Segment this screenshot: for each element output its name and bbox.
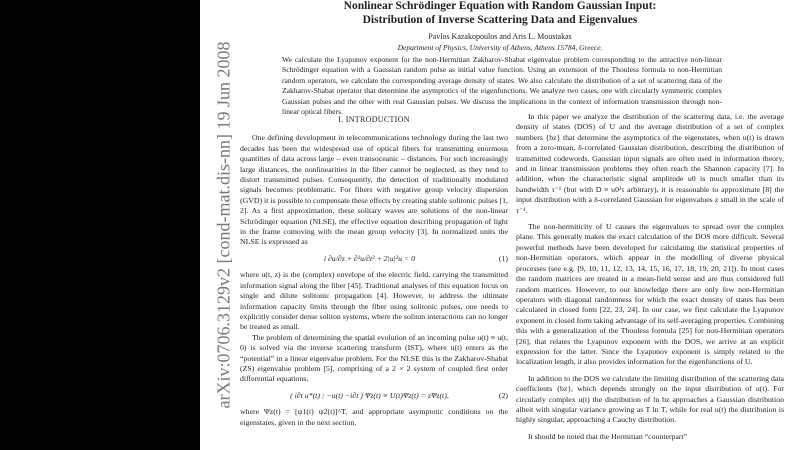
section-heading: I. INTRODUCTION <box>338 115 410 124</box>
equation-2 <box>240 391 508 401</box>
arxiv-stamp: arXiv:0706.3129v2 [cond-mat.dis-nn] 19 Jun 2008 <box>213 41 234 409</box>
left-column <box>240 115 508 428</box>
affiliation: Department of Physics, University of Athens, Athens 15784, Greece. <box>397 43 603 52</box>
equation-1-number: (1) <box>498 253 508 263</box>
equation-1-formula: i ∂u/∂z + ∂²u/∂t² + 2|u|²u = 0 <box>323 253 416 263</box>
paper-page <box>200 0 800 450</box>
authors: Pavlos Kazakopoulos and Aris L. Moustakas <box>428 32 572 41</box>
equation-1 <box>240 254 508 264</box>
intro-paragraph-1: One defining development in telecommunications technology during the last two decades has been the widespread use of optical fibers for transmitting enormous quantities of data across large – even transoceanic – distances. For such increasingly large distances, the nonlinearities in the fiber cannot be neglected, as they tend to distort transmitted pulses. Consequently, the detection of traditionally modulated signals becomes problematic. For fibers with negative group velocity dispersion (GVD) it is possible to compensate these effects by creating stable solitonic pulses [1, 2]. As a first approximation, these solitary waves are solutions of the non-linear Schrödinger equation (NLSE), the effective equation describing propagation of light in the frame comoving with the mean group velocity [3]. In normalized units the NLSE is expressed as <box>240 133 508 247</box>
intro-paragraph-2: where u(t, z) is the (complex) envelope of the electric field, carrying the transmitted information signal along the fiber [45]. Traditional analyses of this equation focus on single and dilute solitonic propagation [4]. However, to address the ultimate information capacity limits through the fiber using solitonic pulses, one needs to explicitly consider dense soliton systems, where the soliton interactions can no longer be treated as small. <box>240 270 508 332</box>
right-paragraph-3: In addition to the DOS we calculate the limiting distribution of the scattering data coefficients {bz}, which depends strongly on the input distribution of u(t). For circularly complex u(t) the distribution of ln bz approaches a Gaussian distribution albeit with singular variance growing as T ln T, while for real u(t) the distribution is highly singular, approaching a Cauchy distribution. <box>516 373 784 425</box>
intro-paragraph-3: The problem of determining the spatial evolution of an incoming pulse u(t) ≡ u(t, 0) is solved via the inverse scattering transform (IST), where u(t) enters as the “potential” in a linear eigenvalue problem. For the NLSE this is the Zakharov-Shabat (ZS) eigenvalue problem [5], comprising of a 2 × 2 system of coupled first order differential equations, <box>240 332 508 384</box>
paper-title-line-1: Nonlinear Schrödinger Equation with Random Gaussian Input: <box>343 0 657 12</box>
right-paragraph-4: It should be noted that the Hermitian “counterpart” <box>528 431 688 441</box>
right-column <box>516 112 784 442</box>
paper-title-line-2: Distribution of Inverse Scattering Data and Eigenvalues <box>362 14 638 26</box>
intro-paragraph-4: where Ψz(t) = [ψ1(t) ψ2(t)]^T, and appropriate asymptotic conditions on the eigenstates, given in the next section. <box>240 407 508 427</box>
abstract: We calculate the Lyapunov exponent for the non-Hermitian Zakharov-Shabat eigenvalue problem corresponding to the attractive non-linear Schrödinger equation with a Gaussian random pulse as initial value function. Using an extension of the Thouless formula to non-Hermitian random operators, we calculate the corresponding average density of states. We also calculate the distribution of a set of scattering data of the Zakharov-Shabat operator that determine the asymptotics of the eigenfunctions. We analyze two cases, one with circularly symmetric complex Gaussian pulses and the other with real Gaussian pulses. We discuss the implications in the context of information transmission through non-linear optical fibers. <box>282 55 722 117</box>
equation-2-number: (2) <box>498 390 508 400</box>
right-paragraph-2: The non-hermiticity of U causes the eigenvalues to spread over the complex plane. This generally makes the exact calculation of the DOS more difficult. Several powerful methods have been developed for calculating the statistical properties of non-Hermitian operators, which appear in the modelling of diverse physical processes (see e.g. [9, 10, 11, 12, 13, 14, 15, 16, 17, 18, 19, 20, 21]). In most cases the random matrices are treated in a mean-field sense and are thus considered full random matrices. However, to our knowledge there are only few non-Hermitian operators with diagonal randomness for which the exact density of states has been calculated in closed form [22, 23, 24]. In our case, we first calculate the Lyapunov exponent in closed form taking advantage of its self-averaging properties. Combining this with a generalization of the Thouless formula [25] for non-Hermitian operators [26], that relates the Lyapunov exponent with the DOS, we arrive at an explicit expression for the latter. Since the Lyapunov exponent is simply related to the localization length, it also provides information for the eigenfunctions of U. <box>516 222 784 367</box>
equation-2-formula: ( i∂t u*(t) ; −u(t) −i∂t ) Ψz(t) ≡ U(t)Ψz(t) = zΨz(t), <box>290 390 449 400</box>
right-paragraph-1: In this paper we analyze the distribution of the scattering data, i.e. the average density of states (DOS) of U and the average distribution of a set of complex numbers {bz} that determine the asymptotics of the eigenstates, when u(t) is drawn from a zero-mean, δ-correlated Gaussian distribution, describing the distribution of transmitted codewords. Gaussian input signals are often used in information theory, and in linear transmission problems they often reach the Shannon capacity [7]. In addition, when the characteristic signal amplitude u0 is much smaller than its bandwidth τ⁻¹ (but with D ≡ u0²τ arbitrary), it is reasonable to approximate [8] the input distribution with a δ-correlated Gaussian for eigenvalues z small in the scale of τ⁻¹. <box>516 112 784 215</box>
